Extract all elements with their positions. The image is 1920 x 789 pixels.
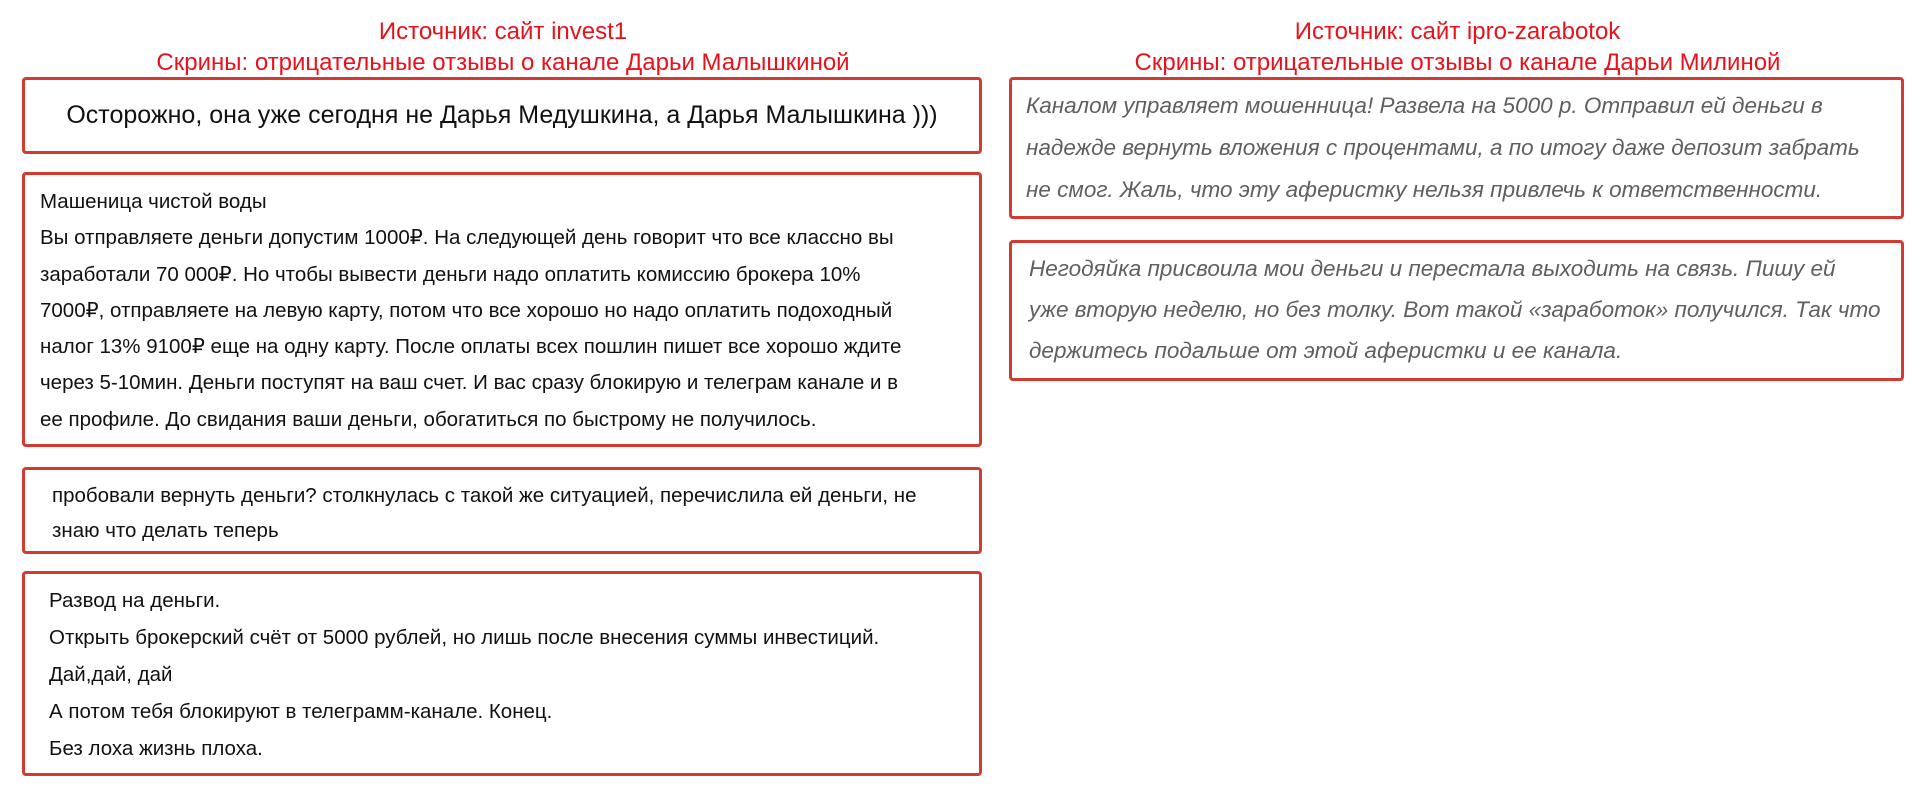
right-review-card-1 xyxy=(1009,77,1904,219)
review-line: через 5-10мин. Деньги поступят на ваш счет. И вас сразу блокирую и телеграм канале и в xyxy=(40,371,898,395)
review-line: Каналом управляет мошенница! Развела на 5000 р. Отправил ей деньги в xyxy=(1026,93,1823,118)
right-caption-title: Скрины: отрицательные отзывы о канале Дарьи Милиной xyxy=(1134,49,1781,76)
right-caption-source: Источник: сайт ipro-zarabotok xyxy=(1294,18,1621,45)
review-body xyxy=(1012,243,1901,371)
left-review-card-1 xyxy=(22,77,982,154)
review-line: Дай,дай, дай xyxy=(49,663,173,686)
review-line: Открыть брокерский счёт от 5000 рублей, но лишь после внесения суммы инвестиций. xyxy=(49,626,880,649)
review-line: Вы отправляете деньги допустим 1000₽. На следующей день говорит что все классно вы xyxy=(40,226,894,250)
review-line: заработали 70 000₽. Но чтобы вывести деньги надо оплатить комиссию брокера 10% xyxy=(40,262,861,286)
right-review-card-2 xyxy=(1009,240,1904,381)
left-review-card-4 xyxy=(22,571,982,776)
review-line: Развод на деньги. xyxy=(49,589,221,612)
review-line: Машеница чистой воды xyxy=(40,190,267,213)
review-line: 7000₽, отправляете на левую карту, потом что все хорошо но надо оплатить подоходный xyxy=(40,298,893,322)
review-body xyxy=(25,470,979,548)
review-line: пробовали вернуть деньги? столкнулась с такой же ситуацией, перечислила ей деньги, не xyxy=(52,484,917,507)
left-caption-title: Скрины: отрицательные отзывы о канале Дарьи Малышкиной xyxy=(156,49,850,76)
review-line: надежде вернуть вложения с процентами, а по итогу даже депозит забрать xyxy=(1026,135,1860,160)
review-line: уже вторую неделю, но без толку. Вот такой «заработок» получился. Так что xyxy=(1029,297,1881,322)
left-review-card-2 xyxy=(22,172,982,447)
review-body xyxy=(1012,80,1901,211)
left-caption-source: Источник: сайт invest1 xyxy=(378,18,628,45)
review-line: Без лоха жизнь плоха. xyxy=(49,737,263,760)
review-line: знаю что делать теперь xyxy=(52,519,279,542)
left-review-card-3 xyxy=(22,467,982,554)
review-line: налог 13% 9100₽ еще на одну карту. После оплаты всех пошлин пишет все хорошо ждите xyxy=(40,335,902,359)
review-line: ее профиле. До свидания ваши деньги, обогатиться по быстрому не получилось. xyxy=(40,407,817,431)
review-text: Осторожно, она уже сегодня не Дарья Медушкина, а Дарья Малышкина ))) xyxy=(66,101,938,129)
review-body xyxy=(25,175,979,438)
review-line: А потом тебя блокируют в телеграмм-канале. Конец. xyxy=(49,700,553,723)
review-body xyxy=(25,574,979,767)
review-line: держитесь подальше от этой аферистки и ее канала. xyxy=(1029,338,1623,363)
review-line: не смог. Жаль, что эту аферистку нельзя привлечь к ответственности. xyxy=(1026,177,1823,202)
review-line: Негодяйка присвоила мои деньги и перестала выходить на связь. Пишу ей xyxy=(1029,256,1836,281)
